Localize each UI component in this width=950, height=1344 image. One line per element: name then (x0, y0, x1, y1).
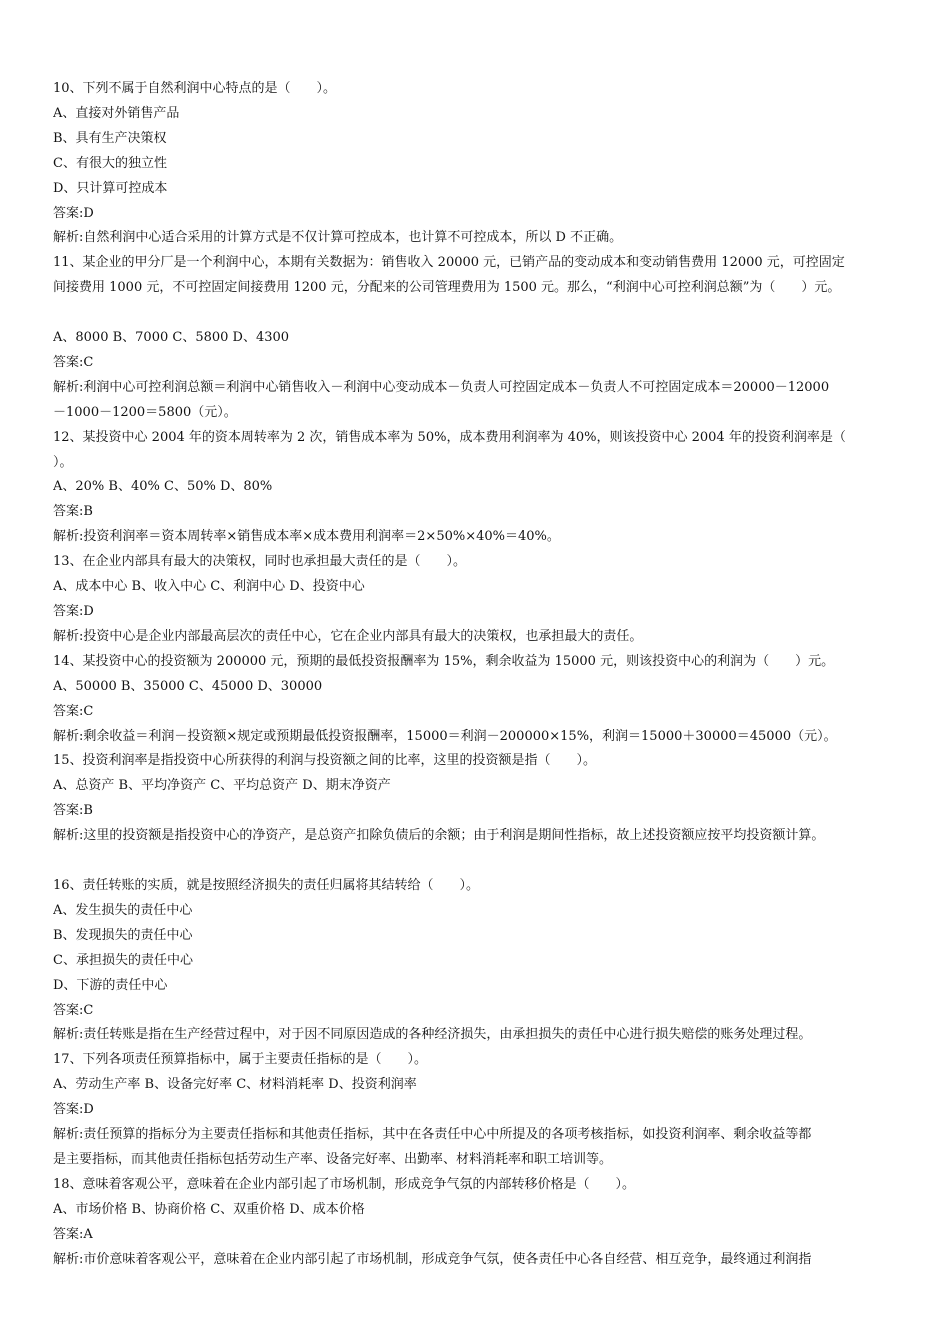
question-11-answer: 答案:C (53, 354, 94, 370)
question-17-answer: 答案:D (53, 1102, 94, 1118)
question-16-option-b: B、发现损失的责任中心 (53, 927, 193, 943)
question-17-explanation-line-2: 是主要指标，而其他责任指标包括劳动生产率、设备完好率、出勤率、材料消耗率和职工培训等。 (53, 1151, 613, 1167)
question-12-stem-line-2: ）。 (53, 454, 73, 470)
question-12-explanation: 解析:投资利润率＝资本周转率×销售成本率×成本费用利润率＝2×50%×40%＝40%。 (53, 529, 560, 545)
question-10-option-a: A、直接对外销售产品 (53, 105, 180, 121)
question-15-answer: 答案:B (53, 803, 93, 819)
question-10-explanation: 解析:自然利润中心适合采用的计算方式是不仅计算可控成本，也计算不可控成本，所以 D 不正确。 (53, 230, 623, 246)
question-10-option-c: C、有很大的独立性 (53, 155, 167, 171)
question-10-option-d: D、只计算可控成本 (53, 180, 168, 196)
question-11-explanation-line-2: －1000－1200＝5800（元）。 (53, 404, 237, 420)
question-11-explanation-line-1: 解析:利润中心可控利润总额＝利润中心销售收入－利润中心变动成本－负责人可控固定成本－负责人不可控固定成本＝20000－12000 (53, 379, 830, 395)
blank-line (53, 301, 908, 326)
question-18-explanation: 解析:市价意味着客观公平，意味着在企业内部引起了市场机制，形成竞争气氛，使各责任中心各自经营、相互竞争，最终通过利润指 (53, 1251, 812, 1267)
question-14-answer: 答案:C (53, 703, 94, 719)
blank-line (53, 849, 908, 874)
question-16-stem: 16、责任转账的实质，就是按照经济损失的责任归属将其结转给（ ）。 (53, 877, 480, 893)
question-18-answer: 答案:A (53, 1226, 93, 1242)
question-11-stem-line-1: 11、某企业的甲分厂是一个利润中心，本期有关数据为：销售收入 20000 元，已销产品的变动成本和变动销售费用 12000 元，可控固定 (53, 255, 845, 271)
question-16-answer: 答案:C (53, 1002, 94, 1018)
question-13-options: A、成本中心 B、收入中心 C、利润中心 D、投资中心 (53, 579, 365, 595)
question-12-answer: 答案:B (53, 504, 93, 520)
question-17-stem: 17、下列各项责任预算指标中，属于主要责任指标的是（ ）。 (53, 1052, 428, 1068)
question-15-stem: 15、投资利润率是指投资中心所获得的利润与投资额之间的比率，这里的投资额是指（ ）。 (53, 753, 597, 769)
question-13-answer: 答案:D (53, 604, 94, 620)
question-14-stem: 14、某投资中心的投资额为 200000 元，预期的最低投资报酬率为 15%，剩余收益为 15000 元，则该投资中心的利润为（ ）元。 (53, 653, 835, 669)
question-16-option-d: D、下游的责任中心 (53, 977, 168, 993)
question-13-explanation: 解析:投资中心是企业内部最高层次的责任中心，它在企业内部具有最大的决策权，也承担最大的责任。 (53, 628, 643, 644)
question-16-option-c: C、承担损失的责任中心 (53, 952, 193, 968)
question-14-options: A、50000 B、35000 C、45000 D、30000 (53, 678, 323, 694)
question-10-option-b: B、具有生产决策权 (53, 130, 167, 146)
question-13-stem: 13、在企业内部具有最大的决策权，同时也承担最大责任的是（ ）。 (53, 554, 467, 570)
question-11-stem-line-2: 间接费用 1000 元，不可控固定间接费用 1200 元，分配来的公司管理费用为 1500 元。那么，“利润中心可控利润总额”为（ ）元。 (53, 280, 841, 296)
question-12-options: A、20% B、40% C、50% D、80% (53, 479, 273, 495)
question-14-explanation: 解析:剩余收益＝利润－投资额×规定或预期最低投资报酬率，15000＝利润－200000×15%，利润＝15000＋30000＝45000（元）。 (53, 728, 837, 744)
question-15-options: A、总资产 B、平均净资产 C、平均总资产 D、期末净资产 (53, 778, 391, 794)
question-11-options: A、8000 B、7000 C、5800 D、4300 (53, 330, 290, 346)
question-18-stem: 18、意味着客观公平，意味着在企业内部引起了市场机制，形成竞争气氛的内部转移价格是（ ）。 (53, 1176, 636, 1192)
question-16-explanation: 解析:责任转账是指在生产经营过程中，对于因不同原因造成的各种经济损失，由承担损失的责任中心进行损失赔偿的账务处理过程。 (53, 1027, 812, 1043)
question-15-explanation: 解析:这里的投资额是指投资中心的净资产，是总资产扣除负债后的余额；由于利润是期间性指标，故上述投资额应按平均投资额计算。 (53, 828, 825, 844)
question-17-explanation-line-1: 解析:责任预算的指标分为主要责任指标和其他责任指标，其中在各责任中心中所提及的各项考核指标，如投资利润率、剩余收益等都 (53, 1127, 812, 1143)
question-10-stem: 10、下列不属于自然利润中心特点的是（ ）。 (53, 81, 337, 96)
question-17-options: A、劳动生产率 B、设备完好率 C、材料消耗率 D、投资利润率 (53, 1077, 417, 1093)
question-16-option-a: A、发生损失的责任中心 (53, 902, 193, 918)
question-12-stem-line-1: 12、某投资中心 2004 年的资本周转率为 2 次，销售成本率为 50%，成本费用利润率为 40%，则该投资中心 2004 年的投资利润率是（ (53, 429, 846, 445)
question-10-answer: 答案:D (53, 205, 94, 221)
question-18-options: A、市场价格 B、协商价格 C、双重价格 D、成本价格 (53, 1201, 365, 1217)
document-page (53, 77, 908, 1272)
